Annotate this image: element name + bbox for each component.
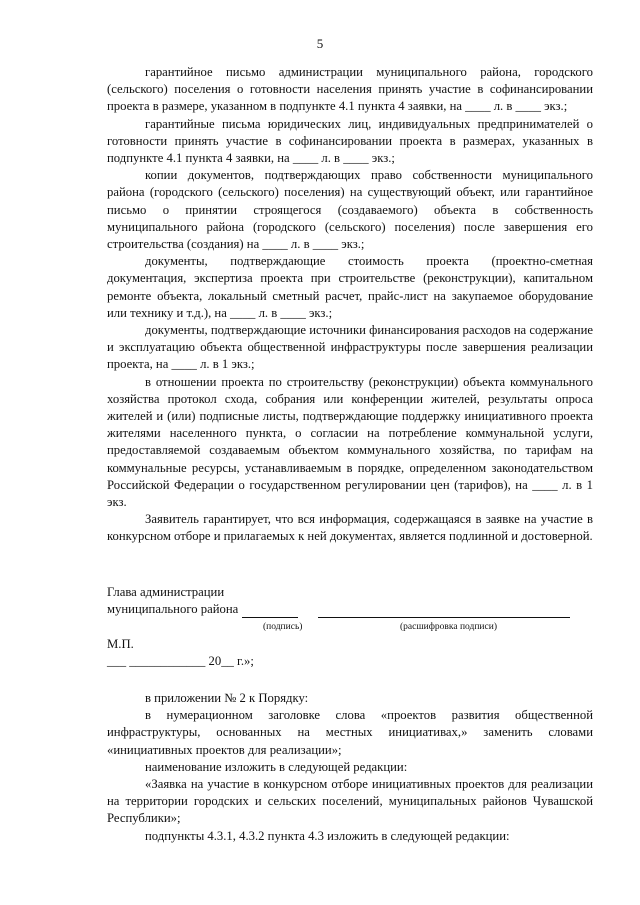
appendix-2-amendments bbox=[107, 690, 593, 845]
date-line: ___ ____________ 20__ г.»; bbox=[107, 654, 254, 668]
signature-position-line2: муниципального района bbox=[107, 601, 239, 616]
caption-signature: (подпись) bbox=[263, 622, 303, 632]
paragraph-subpoints: подпункты 4.3.1, 4.3.2 пункта 4.3 изложить в следующей редакции: bbox=[145, 828, 510, 843]
page-number: 5 bbox=[316, 36, 324, 51]
signature-position-line1: Глава администрации bbox=[107, 584, 225, 599]
paragraph-ownership-documents: копии документов, подтверждающих право собственности муниципального района (городского (сельского) поселения) на существующий объект, или гарантийное письмо о принятии строящегося (создаваемого) объекта в собственность муниципального района (городского (сельского) поселения) после завершения его строительства (создания) на ____ л. в ____ экз.; bbox=[107, 168, 593, 252]
paragraph-appendix-2: в приложении № 2 к Порядку: bbox=[145, 691, 309, 705]
signature-blank bbox=[242, 604, 298, 618]
paragraph-new-title: «Заявка на участие в конкурсном отборе инициативных проектов для реализации на территории городских и сельских поселений, муниципальных районов Чувашской Республики»; bbox=[107, 777, 593, 826]
signature-block bbox=[107, 584, 593, 670]
paragraph-numbering-heading: в нумерационном заголовке слова «проектов развития общественной инфраструктуры, основанных на местных инициативах,» заменить словами «инициативных проектов для реализации»; bbox=[107, 708, 593, 757]
application-attachments-list bbox=[107, 64, 593, 546]
paragraph-cost-documents: документы, подтверждающие стоимость проекта (проектно-сметная документация, экспертиза проекта при строительстве (реконструкции), капитальном ремонте объекта, локальный сметный расчет, прайс-лист на закупаемое оборудование или технику и т.д.), на ____ л. в ____ экз.; bbox=[107, 254, 593, 320]
paragraph-communal-project: в отношении проекта по строительству (реконструкции) объекта коммунального хозяйства протокол схода, собрания или конференции жителей, результаты опроса жителей и (или) подписные листы, подтверждающие поддержку инициативного проекта жителями населенного пункта, о согласии на потребление коммунальной услуги, предоставляемой создаваемым объектом коммунального хозяйства, по тарифам на коммунальные ресурсы, устанавливаемым в порядке, определенном законодательством Российской Федерации о государственном регулировании цен (тарифов), на ____ л. в 1 экз. bbox=[107, 374, 593, 510]
signature-fields-line bbox=[107, 601, 593, 618]
signature-decoding-blank bbox=[318, 604, 570, 618]
signature-title-line bbox=[107, 584, 593, 601]
paragraph-title-wording: наименование изложить в следующей редакции: bbox=[145, 759, 408, 774]
paragraph-applicant-guarantee: Заявитель гарантирует, что вся информация, содержащаяся в заявке на участие в конкурсном отборе и прилагаемых к ней документах, является подлинной и достоверной. bbox=[107, 512, 593, 544]
signature-captions bbox=[107, 618, 593, 632]
paragraph-guarantee-letter-administration: гарантийное письмо администрации муниципального района, городского (сельского) поселения о готовности населения принять участие в софинансировании проекта в размере, указанном в подпункте 4.1 пункта 4 заявки, на ____ л. в ____ экз.; bbox=[107, 65, 593, 114]
paragraph-financing-documents: документы, подтверждающие источники финансирования расходов на содержание и эксплуатацию объекта общественной инфраструктуры после завершения реализации проекта, на ____ л. в 1 экз.; bbox=[107, 323, 593, 372]
paragraph-guarantee-letters-legal-entities: гарантийные письма юридических лиц, индивидуальных предпринимателей о готовности принять участие в софинансировании проекта в размерах, указанных в подпункте 4.1 пункта 4 заявки, на ____ л. в ____ экз.; bbox=[107, 116, 593, 166]
stamp-place: М.П. bbox=[107, 637, 134, 651]
caption-decoding: (расшифровка подписи) bbox=[400, 622, 497, 632]
